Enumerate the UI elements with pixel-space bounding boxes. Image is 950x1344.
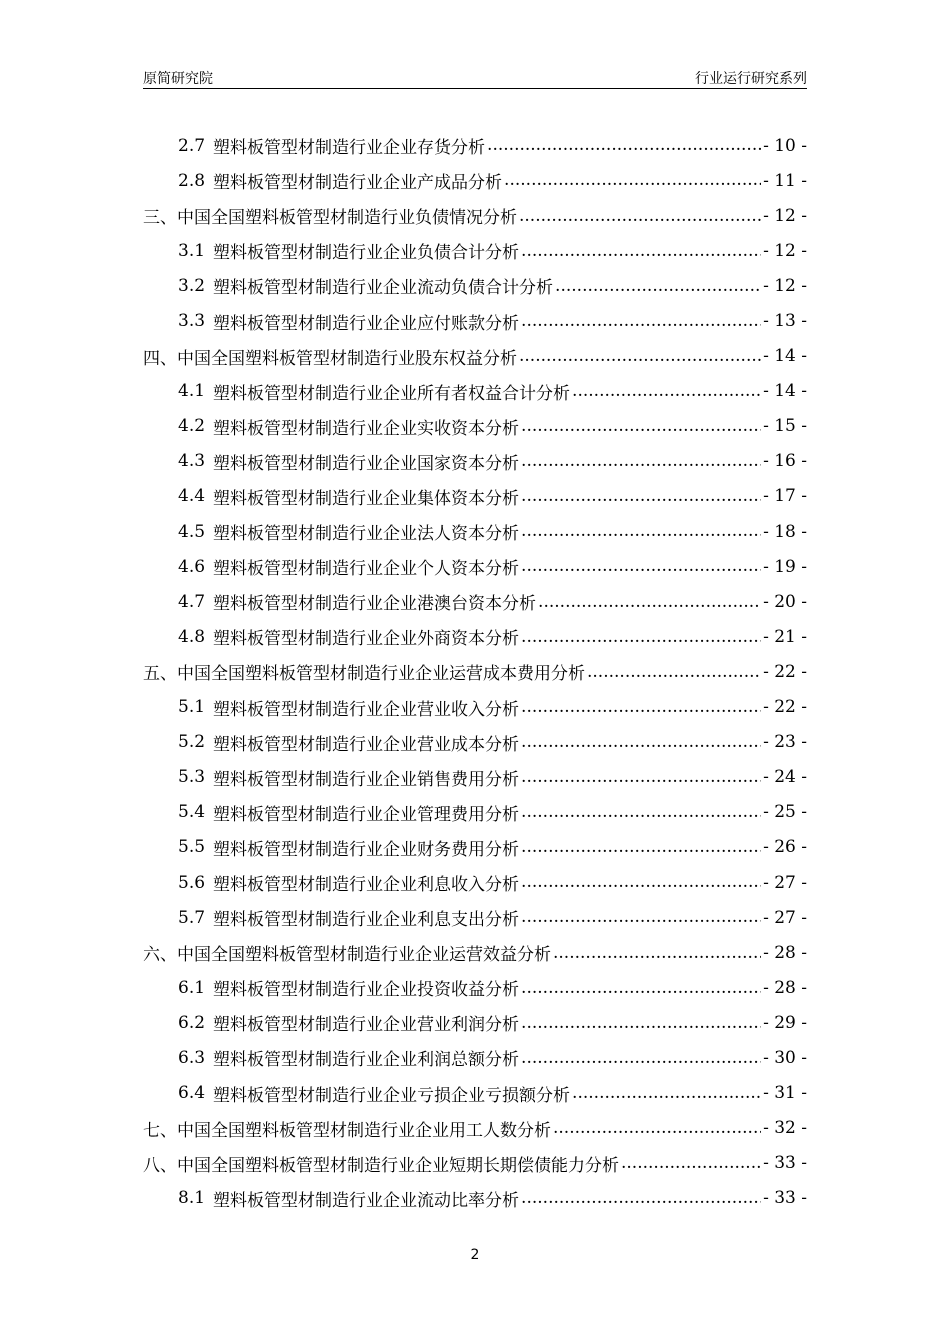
toc-dot-leader bbox=[621, 1153, 761, 1173]
toc-dot-leader bbox=[521, 1013, 761, 1033]
toc-dot-leader bbox=[521, 837, 761, 857]
toc-entry-page: - 19 - bbox=[763, 556, 807, 577]
toc-dot-leader bbox=[555, 276, 761, 296]
toc-entry[interactable] bbox=[143, 1076, 807, 1111]
toc-entry-number: 4.1 bbox=[178, 381, 206, 402]
toc-entry-number: 5.3 bbox=[178, 767, 206, 788]
toc-entry-page: - 22 - bbox=[763, 661, 807, 682]
toc-entry-title: 塑料板管型材制造行业企业负债合计分析 bbox=[213, 243, 520, 264]
toc-entry-page: - 30 - bbox=[763, 1047, 807, 1068]
toc-entry[interactable] bbox=[143, 163, 807, 198]
toc-entry[interactable] bbox=[143, 268, 807, 303]
toc-entry[interactable] bbox=[143, 303, 807, 338]
page-number: 2 bbox=[470, 1247, 480, 1263]
toc-entry-page: - 15 - bbox=[763, 416, 807, 437]
toc-entry[interactable] bbox=[143, 900, 807, 935]
toc-dot-leader bbox=[538, 592, 761, 612]
toc-dot-leader bbox=[487, 135, 761, 155]
toc-entry-title: 塑料板管型材制造行业企业营业利润分析 bbox=[213, 1015, 520, 1036]
toc-entry-title: 塑料板管型材制造行业企业财务费用分析 bbox=[213, 839, 520, 860]
toc-entry-title: 塑料板管型材制造行业企业亏损企业亏损额分析 bbox=[213, 1085, 571, 1106]
toc-entry-page: - 17 - bbox=[763, 486, 807, 507]
toc-dot-leader bbox=[519, 346, 761, 366]
toc-entry[interactable] bbox=[143, 654, 807, 689]
toc-entry-title: 塑料板管型材制造行业企业投资收益分析 bbox=[213, 980, 520, 1001]
toc-entry[interactable] bbox=[143, 584, 807, 619]
toc-entry-page: - 18 - bbox=[763, 521, 807, 542]
toc-entry-page: - 23 - bbox=[763, 732, 807, 753]
toc-dot-leader bbox=[521, 1048, 761, 1068]
toc-entry-page: - 11 - bbox=[763, 170, 807, 191]
toc-entry-page: - 21 - bbox=[763, 626, 807, 647]
toc-dot-leader bbox=[521, 978, 761, 998]
toc-entry-page: - 33 - bbox=[763, 1188, 807, 1209]
toc-entry-title: 塑料板管型材制造行业企业实收资本分析 bbox=[213, 418, 520, 439]
toc-entry-title: 塑料板管型材制造行业企业流动比率分析 bbox=[213, 1190, 520, 1211]
toc-entry-title: 六、中国全国塑料板管型材制造行业企业运营效益分析 bbox=[143, 945, 551, 966]
toc-entry[interactable] bbox=[143, 409, 807, 444]
toc-dot-leader bbox=[521, 802, 761, 822]
toc-entry[interactable] bbox=[143, 128, 807, 163]
header-publisher: 原简研究院 bbox=[143, 71, 213, 87]
toc-entry-title: 五、中国全国塑料板管型材制造行业企业运营成本费用分析 bbox=[143, 664, 585, 685]
toc-entry[interactable] bbox=[143, 444, 807, 479]
toc-entry-title: 塑料板管型材制造行业企业法人资本分析 bbox=[213, 524, 520, 545]
toc-entry-title: 塑料板管型材制造行业企业营业收入分析 bbox=[213, 699, 520, 720]
toc-dot-leader bbox=[504, 170, 761, 190]
toc-dot-leader bbox=[521, 311, 761, 331]
toc-entry-page: - 14 - bbox=[763, 381, 807, 402]
toc-entry[interactable] bbox=[143, 690, 807, 725]
toc-entry-number: 4.5 bbox=[178, 521, 206, 542]
toc-entry-page: - 12 - bbox=[763, 205, 807, 226]
toc-entry-title: 塑料板管型材制造行业企业利息收入分析 bbox=[213, 875, 520, 896]
toc-entry[interactable] bbox=[143, 339, 807, 374]
toc-entry[interactable] bbox=[143, 374, 807, 409]
toc-entry-title: 三、中国全国塑料板管型材制造行业负债情况分析 bbox=[143, 208, 517, 229]
toc-dot-leader bbox=[521, 697, 761, 717]
toc-entry[interactable] bbox=[143, 619, 807, 654]
toc-dot-leader bbox=[521, 732, 761, 752]
toc-entry-title: 塑料板管型材制造行业企业港澳台资本分析 bbox=[213, 594, 537, 615]
toc-entry-title: 四、中国全国塑料板管型材制造行业股东权益分析 bbox=[143, 348, 517, 369]
toc-entry-title: 塑料板管型材制造行业企业流动负债合计分析 bbox=[213, 278, 554, 299]
toc-dot-leader bbox=[521, 521, 761, 541]
toc-entry-page: - 10 - bbox=[763, 135, 807, 156]
toc-entry-page: - 28 - bbox=[763, 977, 807, 998]
toc-entry-number: 4.3 bbox=[178, 451, 206, 472]
toc-entry-title: 七、中国全国塑料板管型材制造行业企业用工人数分析 bbox=[143, 1120, 551, 1141]
toc-dot-leader bbox=[521, 907, 761, 927]
toc-entry-page: - 27 - bbox=[763, 872, 807, 893]
toc-dot-leader bbox=[519, 206, 761, 226]
toc-entry-page: - 12 - bbox=[763, 275, 807, 296]
toc-entry-number: 5.5 bbox=[178, 837, 206, 858]
header-series-title: 行业运行研究系列 bbox=[695, 71, 807, 87]
toc-entry-number: 4.4 bbox=[178, 486, 206, 507]
toc-entry[interactable] bbox=[143, 233, 807, 268]
toc-entry-page: - 31 - bbox=[763, 1083, 807, 1104]
toc-entry-title: 塑料板管型材制造行业企业营业成本分析 bbox=[213, 734, 520, 755]
toc-entry-number: 4.7 bbox=[178, 591, 206, 612]
toc-entry-title: 塑料板管型材制造行业企业国家资本分析 bbox=[213, 453, 520, 474]
toc-entry-number: 2.7 bbox=[178, 135, 206, 156]
toc-entry[interactable] bbox=[143, 514, 807, 549]
toc-entry[interactable] bbox=[143, 1146, 807, 1181]
toc-entry-page: - 13 - bbox=[763, 311, 807, 332]
toc-entry-number: 4.6 bbox=[178, 556, 206, 577]
toc-entry-title: 塑料板管型材制造行业企业应付账款分析 bbox=[213, 313, 520, 334]
toc-entry[interactable] bbox=[143, 549, 807, 584]
toc-entry-number: 5.4 bbox=[178, 802, 206, 823]
toc-dot-leader bbox=[553, 1118, 761, 1138]
toc-entry-page: - 12 - bbox=[763, 240, 807, 261]
toc-entry-number: 6.3 bbox=[178, 1047, 206, 1068]
toc-dot-leader bbox=[521, 451, 761, 471]
toc-entry-page: - 26 - bbox=[763, 837, 807, 858]
toc-dot-leader bbox=[572, 381, 761, 401]
toc-dot-leader bbox=[521, 416, 761, 436]
toc-entry-number: 6.2 bbox=[178, 1012, 206, 1033]
toc-dot-leader bbox=[587, 662, 761, 682]
toc-entry-page: - 20 - bbox=[763, 591, 807, 612]
toc-dot-leader bbox=[553, 943, 761, 963]
toc-entry-number: 5.7 bbox=[178, 907, 206, 928]
toc-entry-title: 塑料板管型材制造行业企业管理费用分析 bbox=[213, 804, 520, 825]
toc-entry-title: 八、中国全国塑料板管型材制造行业企业短期长期偿债能力分析 bbox=[143, 1155, 619, 1176]
toc-entry-number: 4.2 bbox=[178, 416, 206, 437]
toc-entry-title: 塑料板管型材制造行业企业所有者权益合计分析 bbox=[213, 383, 571, 404]
toc-entry-number: 3.2 bbox=[178, 275, 206, 296]
toc-dot-leader bbox=[521, 241, 761, 261]
page-header bbox=[143, 66, 807, 89]
toc-entry-title: 塑料板管型材制造行业企业产成品分析 bbox=[213, 173, 503, 194]
toc-entry[interactable] bbox=[143, 725, 807, 760]
toc-entry-page: - 16 - bbox=[763, 451, 807, 472]
toc-entry-page: - 27 - bbox=[763, 907, 807, 928]
toc-entry-title: 塑料板管型材制造行业企业外商资本分析 bbox=[213, 629, 520, 650]
toc-entry[interactable] bbox=[143, 479, 807, 514]
toc-entry-title: 塑料板管型材制造行业企业销售费用分析 bbox=[213, 769, 520, 790]
toc-entry-number: 5.1 bbox=[178, 697, 206, 718]
toc-entry[interactable] bbox=[143, 935, 807, 970]
toc-entry-page: - 25 - bbox=[763, 802, 807, 823]
toc-entry[interactable] bbox=[143, 760, 807, 795]
table-of-contents bbox=[143, 128, 807, 1216]
toc-dot-leader bbox=[521, 627, 761, 647]
toc-entry-number: 6.4 bbox=[178, 1083, 206, 1104]
toc-entry-title: 塑料板管型材制造行业企业集体资本分析 bbox=[213, 488, 520, 509]
toc-entry-number: 3.1 bbox=[178, 240, 206, 261]
toc-entry[interactable] bbox=[143, 970, 807, 1005]
toc-entry-number: 4.8 bbox=[178, 626, 206, 647]
toc-entry[interactable] bbox=[143, 198, 807, 233]
toc-entry-number: 3.3 bbox=[178, 311, 206, 332]
toc-entry-page: - 14 - bbox=[763, 346, 807, 367]
toc-entry-title: 塑料板管型材制造行业企业利润总额分析 bbox=[213, 1050, 520, 1071]
toc-entry-number: 8.1 bbox=[178, 1188, 206, 1209]
toc-entry-number: 2.8 bbox=[178, 170, 206, 191]
toc-entry[interactable] bbox=[143, 1040, 807, 1075]
toc-entry-title: 塑料板管型材制造行业企业存货分析 bbox=[213, 138, 486, 159]
toc-entry-number: 5.2 bbox=[178, 732, 206, 753]
toc-dot-leader bbox=[521, 486, 761, 506]
toc-entry-number: 5.6 bbox=[178, 872, 206, 893]
toc-entry[interactable] bbox=[143, 865, 807, 900]
toc-dot-leader bbox=[521, 556, 761, 576]
toc-entry-page: - 22 - bbox=[763, 697, 807, 718]
toc-dot-leader bbox=[521, 767, 761, 787]
toc-entry-page: - 32 - bbox=[763, 1118, 807, 1139]
toc-dot-leader bbox=[521, 1188, 761, 1208]
toc-entry-page: - 28 - bbox=[763, 942, 807, 963]
toc-entry-title: 塑料板管型材制造行业企业利息支出分析 bbox=[213, 910, 520, 931]
toc-entry-number: 6.1 bbox=[178, 977, 206, 998]
toc-entry[interactable] bbox=[143, 830, 807, 865]
toc-entry[interactable] bbox=[143, 795, 807, 830]
toc-entry-title: 塑料板管型材制造行业企业个人资本分析 bbox=[213, 559, 520, 580]
toc-dot-leader bbox=[572, 1083, 761, 1103]
toc-entry-page: - 24 - bbox=[763, 767, 807, 788]
toc-entry-page: - 29 - bbox=[763, 1012, 807, 1033]
toc-entry[interactable] bbox=[143, 1181, 807, 1216]
toc-entry-page: - 33 - bbox=[763, 1153, 807, 1174]
toc-entry[interactable] bbox=[143, 1111, 807, 1146]
toc-dot-leader bbox=[521, 872, 761, 892]
toc-entry[interactable] bbox=[143, 1005, 807, 1040]
